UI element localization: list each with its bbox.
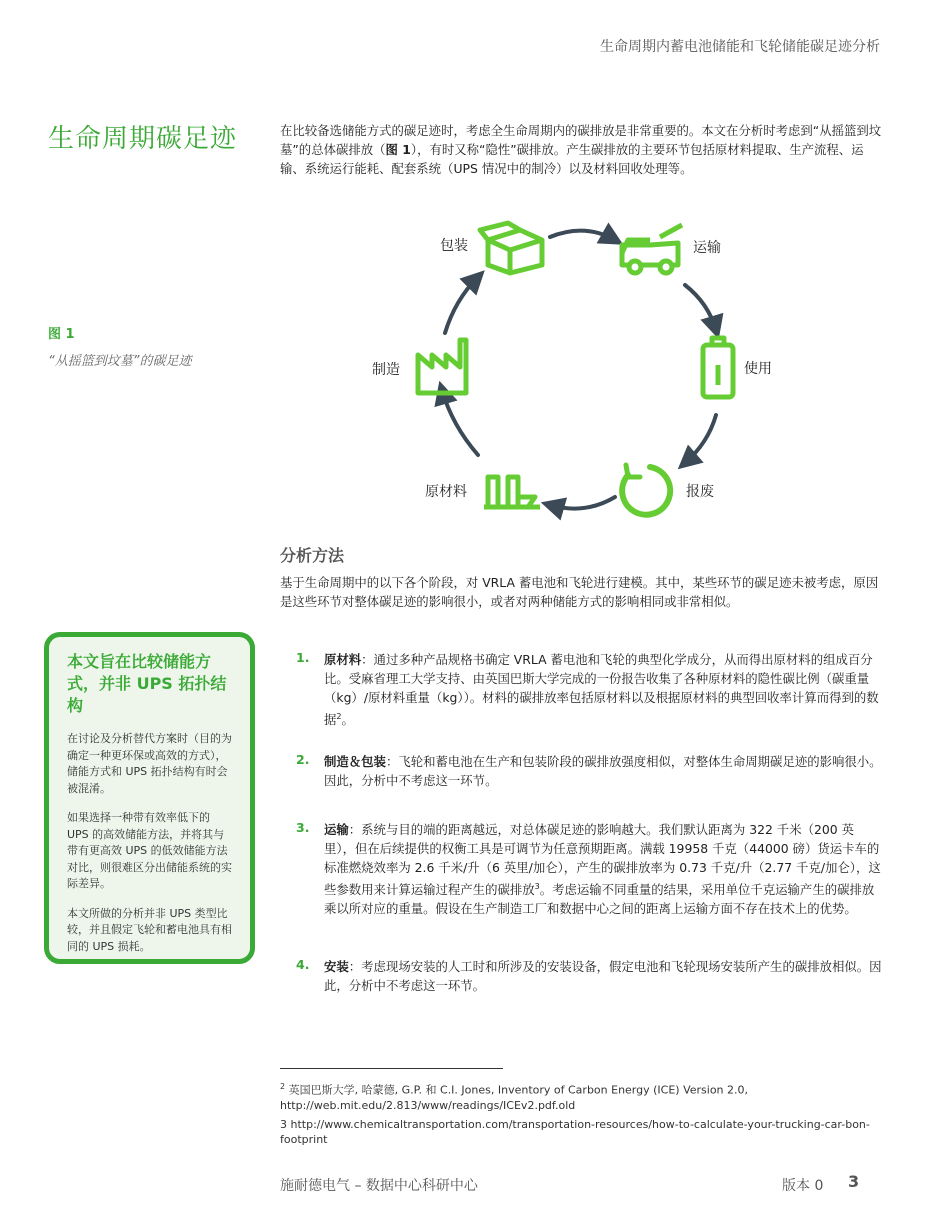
arrow-manufacture-to-packaging (445, 277, 478, 333)
footnote-divider (280, 1068, 503, 1069)
raw-material-icon (484, 477, 540, 507)
stage-label-manufacture: 制造 (372, 362, 400, 378)
arrow-transport-to-use (685, 285, 716, 330)
callout-paragraph: 如果选择一种带有效率低下的 UPS 的高效储能方法，并将其与带有更高效 UPS 的低效储能方法对比，则很难区分出储能系统的实际差异。 (67, 811, 232, 890)
method-heading: 分析方法 (280, 546, 345, 565)
footer-version: 版本 0 (782, 1178, 824, 1194)
battery-icon (703, 338, 733, 397)
figure-reference: 图 1 (385, 142, 411, 157)
list-text: 原材料：通过多种产品规格书确定 VRLA 蓄电池和飞轮的典型化学成分，从而得出原材料的组成百分比。受麻省理工大学支持、由英国巴斯大学完成的一份报告收集了各种原材料的隐性碳比例（碳重量（kg）/原材料重量（kg））。材料的碳排放率包括原材料以及根据原材料的典型回收率计算而得到的数据$^2$。 (324, 652, 879, 728)
footnote: $^2$ 英国巴斯大学, 哈蒙德, G.P. 和 C.I. Jones, Inventory of Carbon Energy (ICE) Version 2.0, http://web.mit.edu/2.813/www/readings/ICEv2.pdf.old (280, 1082, 749, 1112)
arrow-raw-to-manufacture (442, 390, 478, 455)
arrow-packaging-to-transport (550, 231, 615, 240)
intro-paragraph: 在比较备选储能方式的碳足迹时，考虑全生命周期内的碳排放是非常重要的。本文在分析时考虑到“从摇篮到坟墓”的总体碳排放（图 1），有时又称“隐性”碳排放。产生碳排放的主要环节包括原材料提取、生产流程、运输、系统运行能耗、配套系统（UPS 情况中的制冷）以及材料回收处理等。 (280, 123, 882, 176)
stage-label-raw: 原材料 (425, 484, 467, 500)
stage-label-scrap: 报废 (686, 484, 714, 500)
list-number: 1. (296, 650, 310, 665)
factory-icon (418, 340, 466, 393)
recycle-icon (622, 465, 670, 515)
truck-icon (622, 225, 682, 273)
page-number: 3 (848, 1172, 860, 1191)
arrow-use-to-scrap (685, 415, 716, 463)
stage-label-use: 使用 (744, 361, 772, 377)
arrow-scrap-to-raw (550, 497, 615, 509)
stage-label-packaging: 包装 (440, 238, 468, 254)
callout-title: 本文旨在比较储能方式，并非 UPS 拓扑结构 (67, 652, 227, 715)
list-text: 制造＆包装：飞轮和蓄电池在生产和包装阶段的碳排放强度相似，对整体生命周期碳足迹的影响很小。因此，分析中不考虑这一环节。 (324, 754, 882, 788)
figure-label: 图 1 (48, 327, 75, 342)
list-number: 2. (296, 752, 310, 767)
section-title: 生命周期碳足迹 (48, 124, 238, 154)
box-icon (480, 223, 542, 273)
list-text: 运输：系统与目的端的距离越远，对总体碳足迹的影响越大。我们默认距离为 322 千米（200 英里），但在后续提供的权衡工具是可调节为任意预期距离。满载 19958 千克（44000 磅）货运卡车的标准燃烧效率为 2.6 千米/升（6 英里/加仑），产生的碳排放率为 0.73 千克/升（2.77 千克/加仑），这些参数用来计算运输过程产生的碳排放$^3$。考虑运输不同重量的结果，采用单位千克运输产生的碳排放乘以所对应的重量。假设在生产制造工厂和数据中心之间的距离上运输方面不存在技术上的优势。 (324, 822, 881, 917)
callout-paragraph: 本文所做的分析并非 UPS 类型比较，并且假定飞轮和蓄电池具有相同的 UPS 损耗。 (67, 906, 232, 953)
lifecycle-diagram (360, 215, 790, 529)
method-intro: 基于生命周期中的以下各个阶段，对 VRLA 蓄电池和飞轮进行建模。其中，某些环节的碳足迹未被考虑，原因是这些环节对整体碳足迹的影响很小，或者对两种储能方式的影响相同或非常相似。 (280, 575, 879, 609)
stage-label-transport: 运输 (693, 240, 721, 256)
footer-publisher: 施耐德电气 – 数据中心科研中心 (280, 1178, 478, 1194)
method-list (296, 650, 882, 1000)
callout-paragraph: 在讨论及分析替代方案时（目的为确定一种更环保或高效的方式），储能方式和 UPS 拓扑结构有时会被混淆。 (67, 732, 232, 795)
footnote: 3 http://www.chemicaltransportation.com/transportation-resources/how-to-calculate-your-trucking-car-bon-footprint (280, 1118, 870, 1146)
header-title: 生命周期内蓄电池储能和飞轮储能碳足迹分析 (600, 39, 880, 55)
list-text: 安装：考虑现场安装的人工时和所涉及的安装设备，假定电池和飞轮现场安装所产生的碳排放相似。因此，分析中不考虑这一环节。 (324, 959, 882, 993)
callout-box (44, 632, 255, 964)
list-number: 4. (296, 957, 310, 972)
list-number: 3. (296, 820, 310, 835)
figure-caption: “从摇篮到坟墓”的碳足迹 (48, 354, 192, 369)
